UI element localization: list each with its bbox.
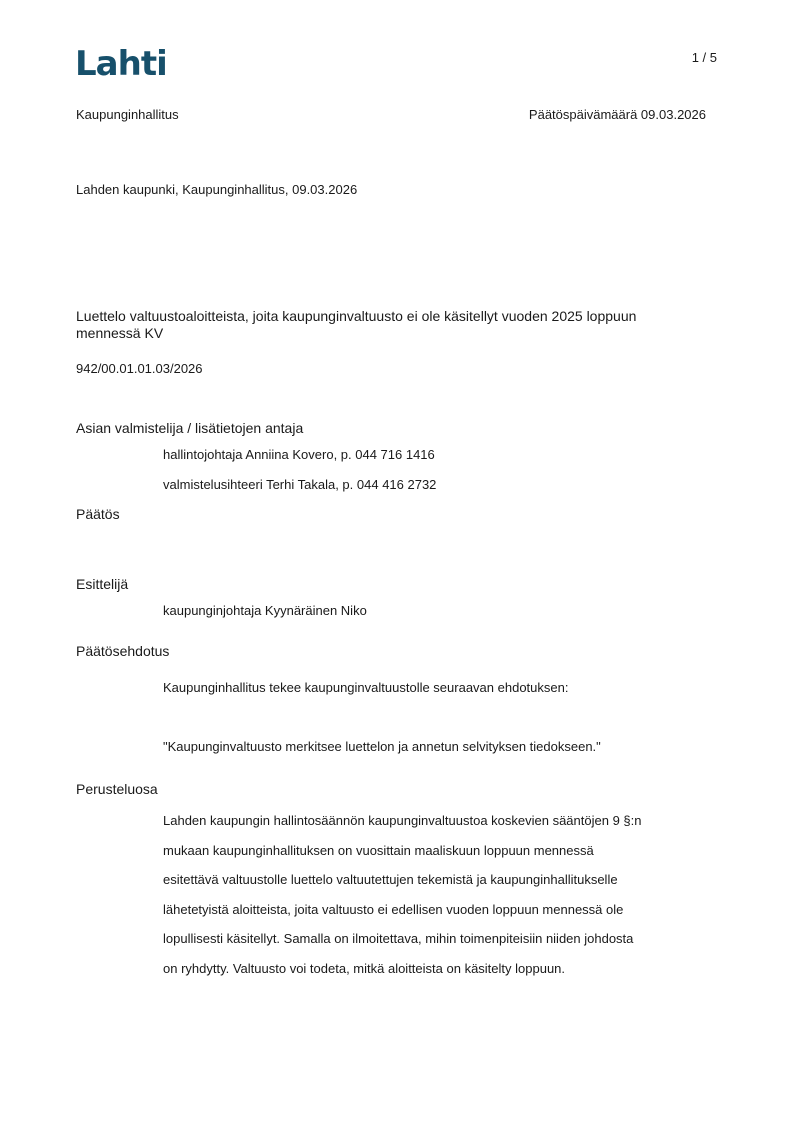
rationale-line: mukaan kaupunginhallituksen on vuosittain maaliskuun loppuun mennessä (163, 842, 594, 858)
reference-number: 942/00.01.01.03/2026 (76, 361, 203, 376)
lahti-logo: Lahti (75, 44, 167, 84)
organ-name: Kaupunginhallitus (76, 107, 179, 122)
proposal-intro: Kaupunginhallitus tekee kaupunginvaltuustolle seuraavan ehdotuksen: (163, 680, 569, 695)
rationale-line: lähetetyistä aloitteista, joita valtuusto ei edellisen vuoden loppuun mennessä ole (163, 901, 624, 917)
meeting-line: Lahden kaupunki, Kaupunginhallitus, 09.03.2026 (76, 182, 358, 197)
rationale-line: on ryhdytty. Valtuusto voi todeta, mitkä aloitteista on käsitelty loppuun. (163, 960, 566, 976)
proposal-quote: "Kaupunginvaltuusto merkitsee luettelon ja annetun selvityksen tiedokseen." (163, 739, 601, 754)
proposal-heading: Päätösehdotus (76, 643, 170, 659)
presenter-name: kaupunginjohtaja Kyynäräinen Niko (163, 603, 367, 618)
rationale-heading: Perusteluosa (76, 781, 158, 797)
rationale-line: Lahden kaupungin hallintosäännön kaupunginvaltuustoa koskevien sääntöjen 9 §:n (163, 813, 642, 828)
preparer-line: valmistelusihteeri Terhi Takala, p. 044 416 2732 (163, 477, 437, 492)
document-title: Luettelo valtuustoaloitteista, joita kaupunginvaltuusto ei ole käsitellyt vuoden 2025 loppuun mennessä KV (76, 308, 637, 341)
preparer-line: hallintojohtaja Anniina Kovero, p. 044 716 1416 (163, 447, 435, 462)
decision-date: Päätöspäivämäärä 09.03.2026 (528, 107, 706, 122)
decision-heading: Päätös (76, 506, 120, 522)
page-number: 1 / 5 (691, 50, 717, 65)
preparers-heading: Asian valmistelija / lisätietojen antaja (76, 420, 304, 436)
rationale-line: esitettävä valtuustolle luettelo valtuutettujen tekemistä ja kaupunginhallitukselle (163, 872, 618, 887)
rationale-paragraph (163, 806, 723, 983)
rationale-line: lopullisesti käsitellyt. Samalla on ilmoitettava, mihin toimenpiteisiin niiden johdosta (163, 931, 634, 946)
presenter-heading: Esittelijä (76, 576, 129, 592)
